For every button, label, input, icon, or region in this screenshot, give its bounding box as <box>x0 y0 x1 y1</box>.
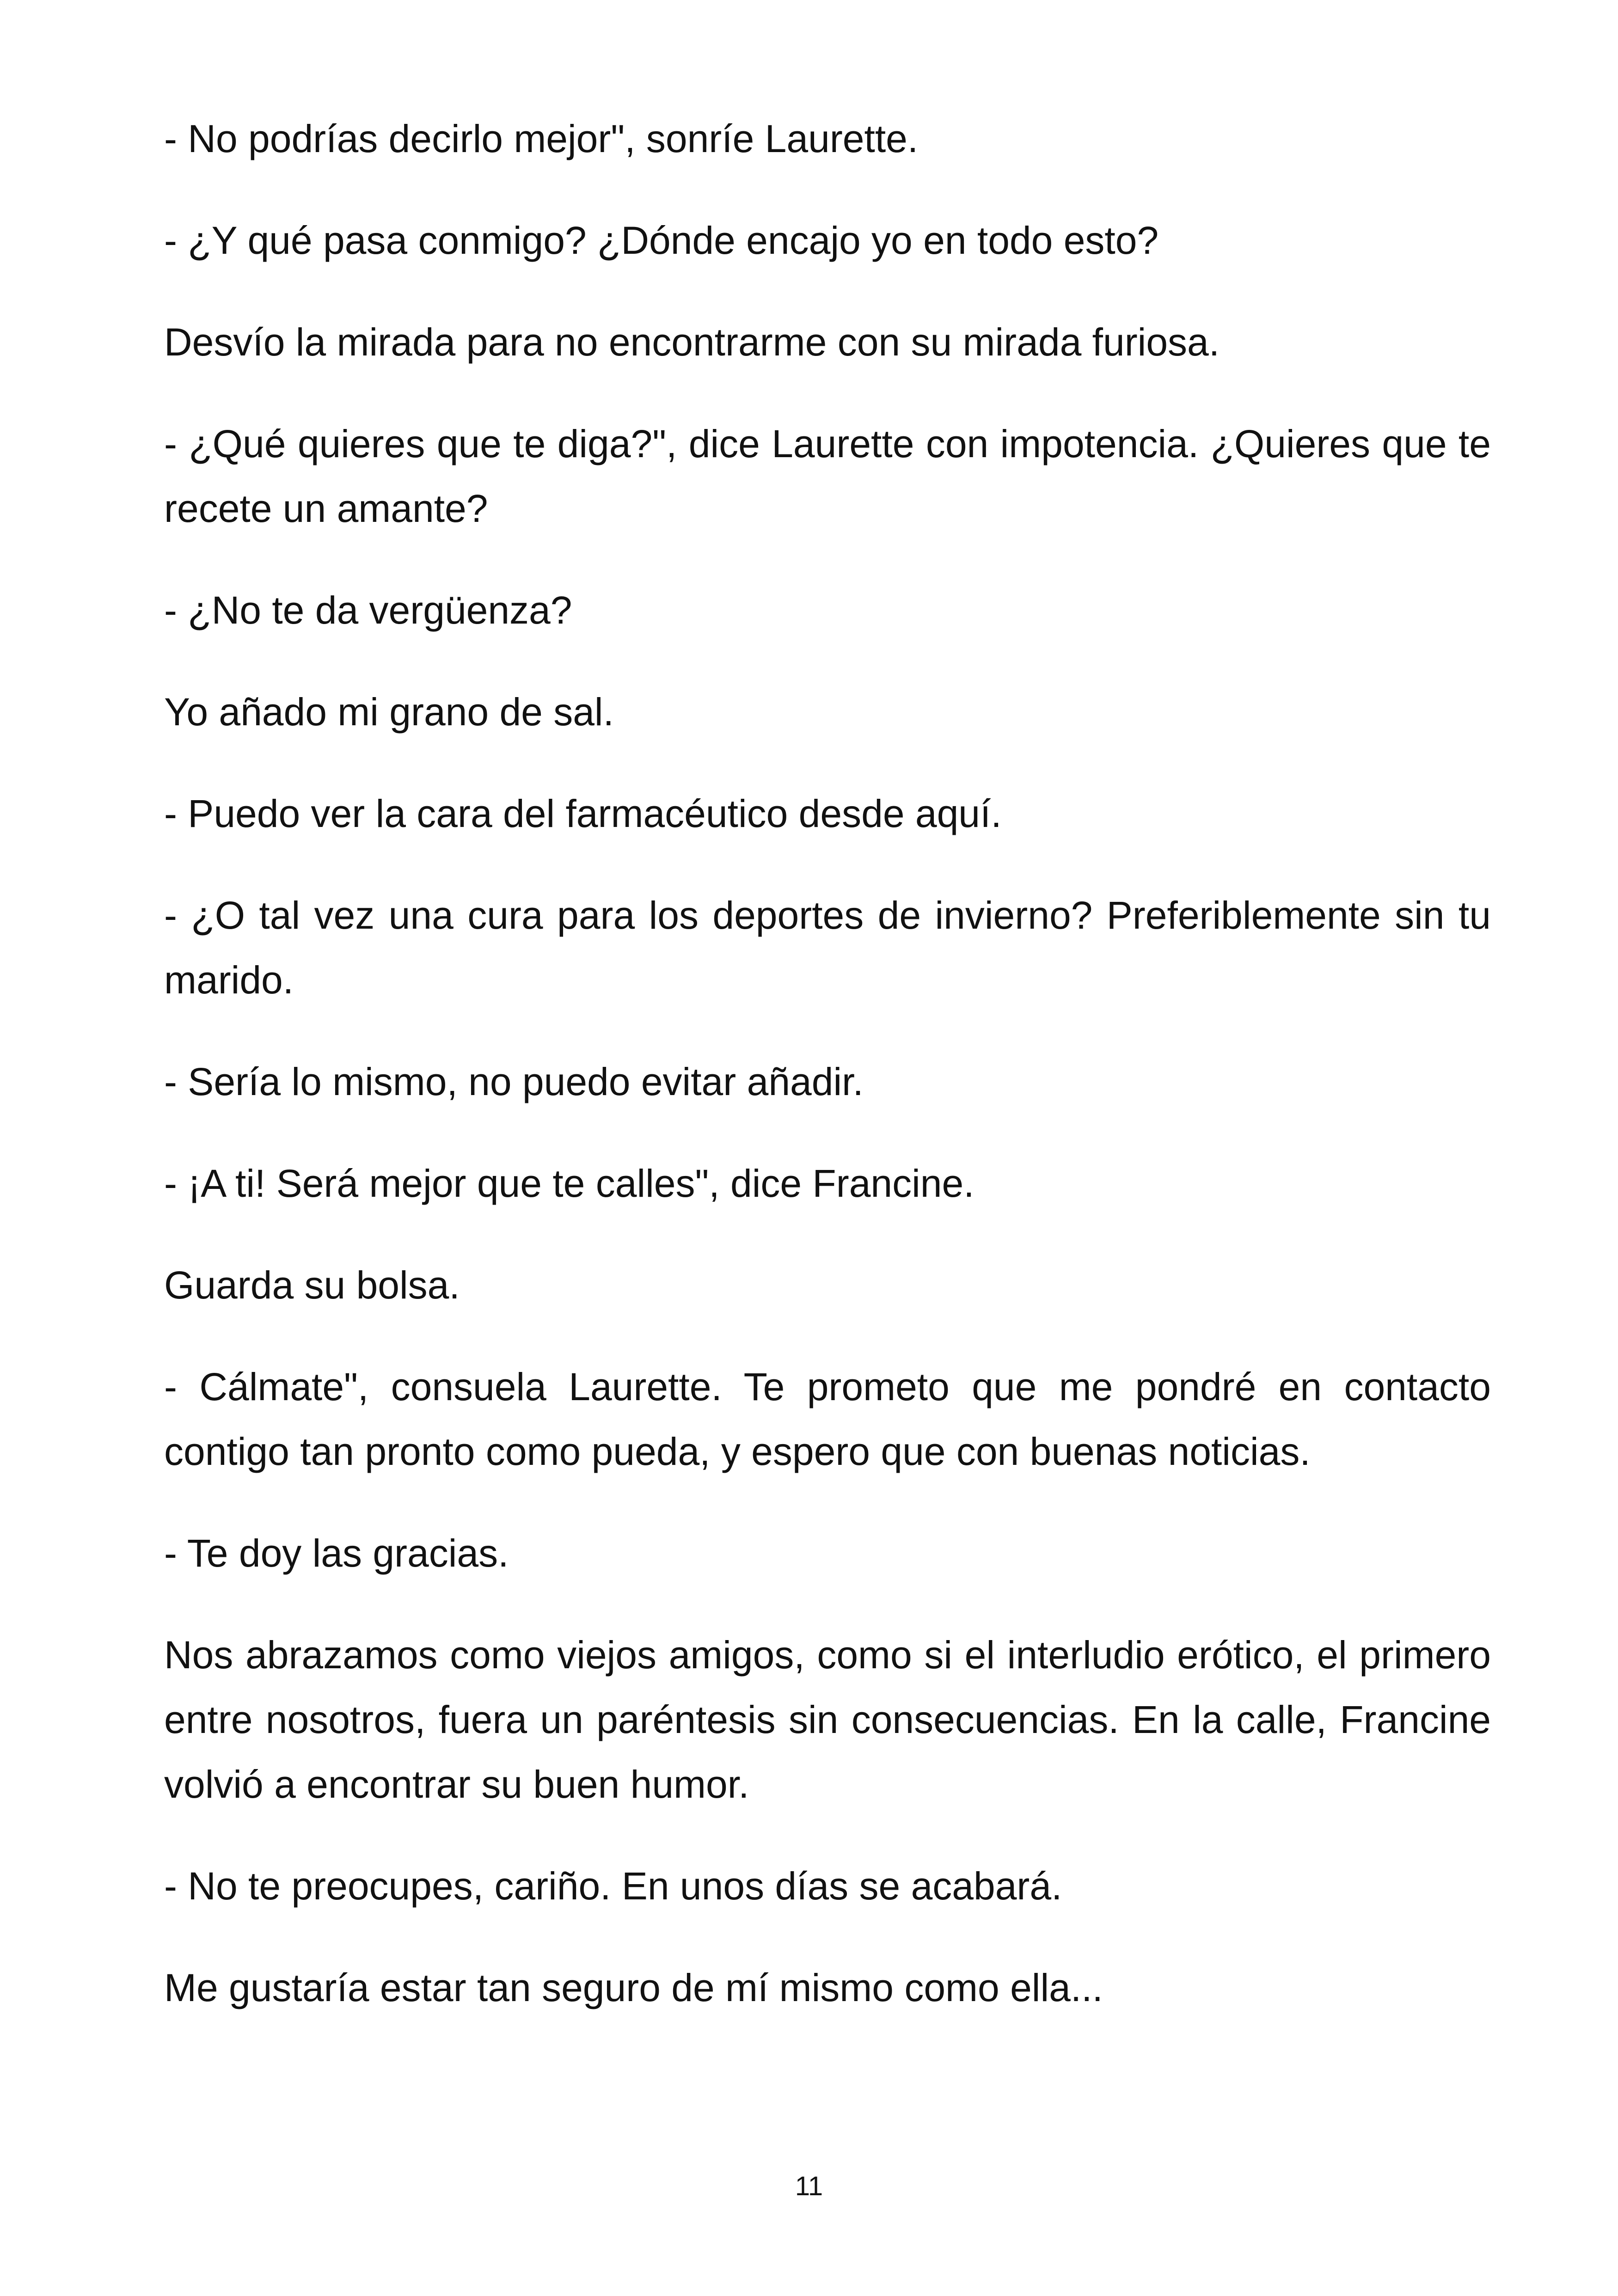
paragraph: Nos abrazamos como viejos amigos, como si el interludio erótico, el primero entre nosotros, fuera un paréntesis sin consecuencias. En la calle, Francine volvió a encontrar su buen humor. <box>164 1633 1491 1806</box>
paragraph: - ¿No te da vergüenza? <box>164 588 572 632</box>
paragraph: - Te doy las gracias. <box>164 1531 509 1575</box>
paragraph: - Puedo ver la cara del farmacéutico desde aquí. <box>164 792 1002 835</box>
paragraph: - No te preocupes, cariño. En unos días se acabará. <box>164 1864 1062 1908</box>
text-body <box>164 106 1491 2057</box>
paragraph: Desvío la mirada para no encontrarme con su mirada furiosa. <box>164 320 1220 364</box>
paragraph: Guarda su bolsa. <box>164 1263 460 1307</box>
paragraph: - Sería lo mismo, no puedo evitar añadir. <box>164 1060 864 1103</box>
paragraph: Yo añado mi grano de sal. <box>164 690 614 734</box>
paragraph: - ¿Qué quieres que te diga?", dice Laurette con impotencia. ¿Quieres que te recete un amante? <box>164 422 1491 530</box>
paragraph: - ¿O tal vez una cura para los deportes de invierno? Preferiblemente sin tu marido. <box>164 894 1491 1002</box>
paragraph: Me gustaría estar tan seguro de mí mismo como ella... <box>164 1966 1103 2009</box>
paragraph: - No podrías decirlo mejor", sonríe Laurette. <box>164 117 919 160</box>
page-number: 11 <box>795 2171 823 2201</box>
paragraph: - ¿Y qué pasa conmigo? ¿Dónde encajo yo en todo esto? <box>164 219 1159 262</box>
paragraph: - ¡A ti! Será mejor que te calles", dice Francine. <box>164 1162 974 1205</box>
paragraph: - Cálmate", consuela Laurette. Te prometo que me pondré en contacto contigo tan pronto como pueda, y espero que con buenas noticias. <box>164 1365 1491 1473</box>
